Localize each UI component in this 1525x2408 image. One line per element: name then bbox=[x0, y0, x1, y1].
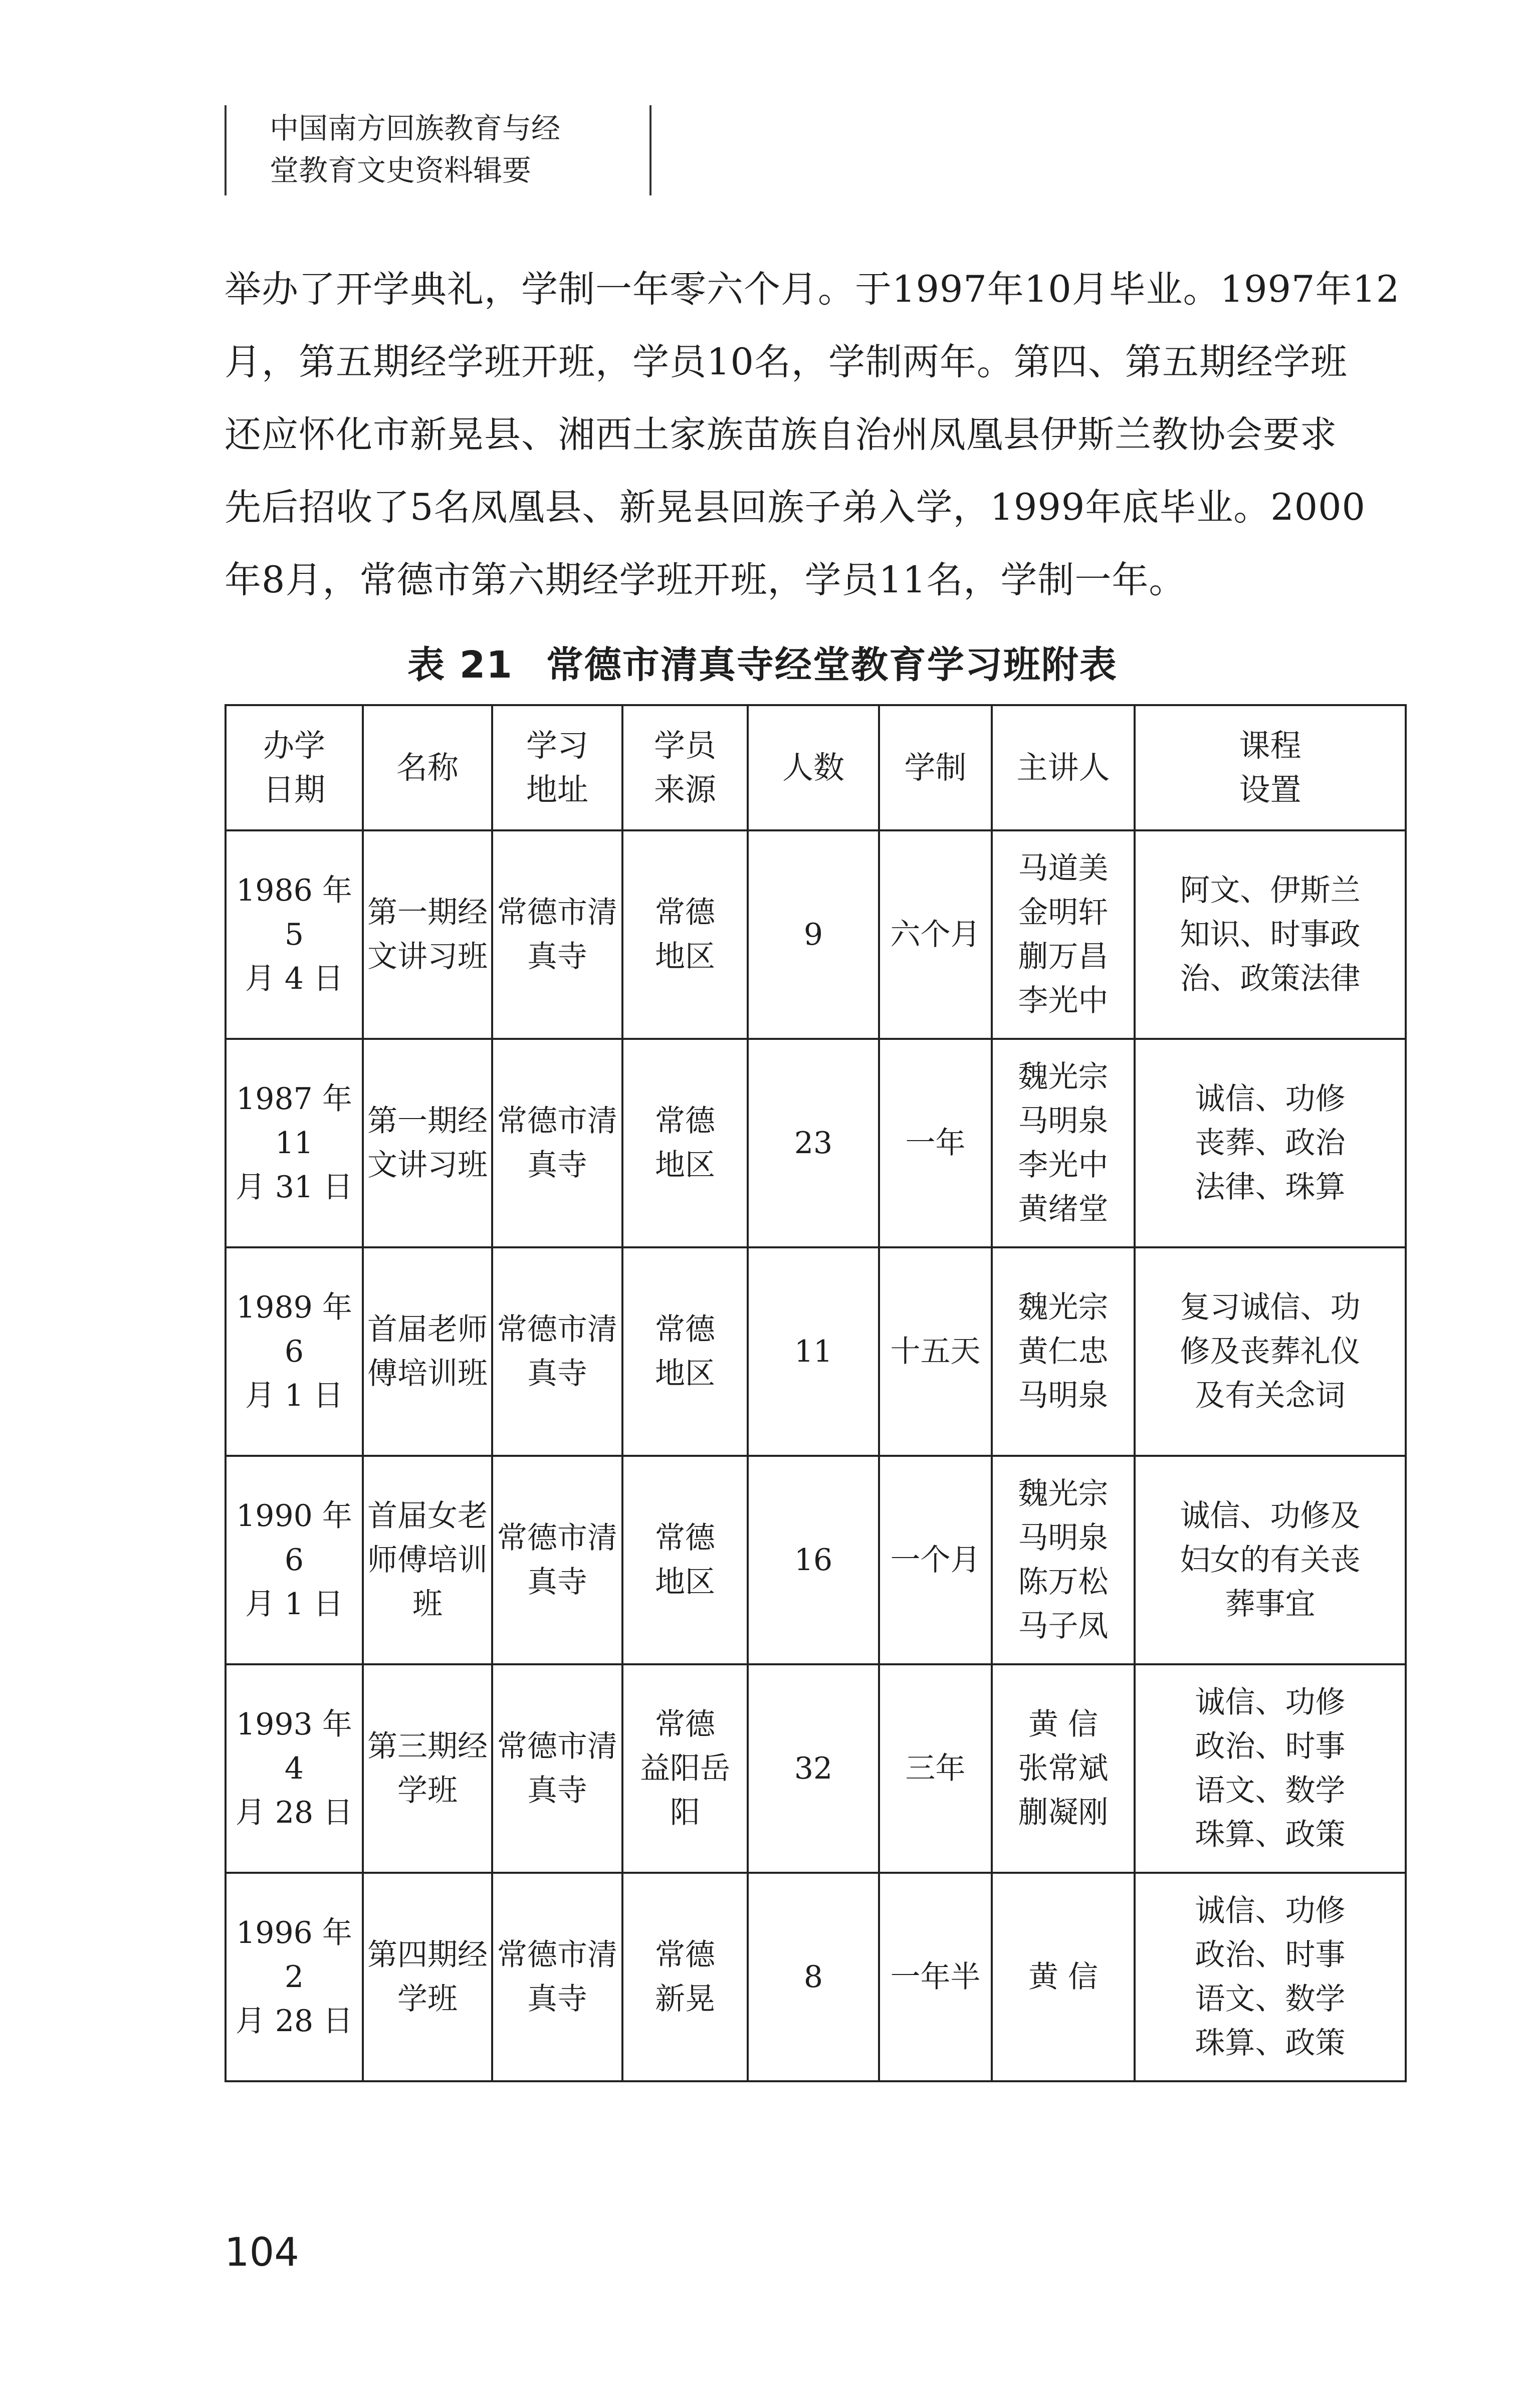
header-title-line-1: 中国南方回族教育与经 bbox=[270, 111, 561, 145]
cell-duration: 六个月 bbox=[879, 830, 992, 1039]
cell-date: 1989 年 6 月 1 日 bbox=[226, 1247, 363, 1456]
cell-lecturers: 马道美 金明轩 蒯万昌 李光中 bbox=[992, 830, 1135, 1039]
table-row bbox=[226, 1456, 1406, 1664]
cell-count: 23 bbox=[748, 1039, 879, 1247]
cell-count: 32 bbox=[748, 1664, 879, 1873]
cell-curriculum: 阿文、伊斯兰 知识、时事政 治、政策法律 bbox=[1135, 830, 1406, 1039]
column-header-curriculum: 课程 设置 bbox=[1135, 705, 1406, 830]
table-caption-number: 表 21 bbox=[407, 643, 513, 687]
cell-source: 常德 地区 bbox=[622, 1247, 748, 1456]
cell-duration: 一个月 bbox=[879, 1456, 992, 1664]
page-number: 104 bbox=[225, 2230, 299, 2275]
cell-count: 16 bbox=[748, 1456, 879, 1664]
table-row bbox=[226, 1873, 1406, 2081]
cell-date: 1987 年 11 月 31 日 bbox=[226, 1039, 363, 1247]
table-row bbox=[226, 830, 1406, 1039]
column-header-address: 学习 地址 bbox=[492, 705, 622, 830]
cell-lecturers: 黄 信 张常斌 蒯凝刚 bbox=[992, 1664, 1135, 1873]
cell-curriculum: 复习诚信、功 修及丧葬礼仪 及有关念词 bbox=[1135, 1247, 1406, 1456]
cell-lecturers: 黄 信 bbox=[992, 1873, 1135, 2081]
body-paragraph bbox=[225, 253, 1417, 616]
cell-date: 1986 年 5 月 4 日 bbox=[226, 830, 363, 1039]
cell-duration: 一年 bbox=[879, 1039, 992, 1247]
header-title-line-2: 堂教育文史资料辑要 bbox=[270, 153, 532, 187]
body-line: 先后招收了5名凤凰县、新晃县回族子弟入学，1999年底毕业。2000 bbox=[225, 486, 1366, 529]
table-header-row bbox=[226, 705, 1406, 830]
cell-name: 第四期经 学班 bbox=[363, 1873, 492, 2081]
body-line: 年8月，常德市第六期经学班开班，学员11名，学制一年。 bbox=[225, 559, 1186, 601]
table-caption-title: 常德市清真寺经堂教育学习班附表 bbox=[546, 643, 1118, 687]
column-header-date: 办学 日期 bbox=[226, 705, 363, 830]
cell-address: 常德市清 真寺 bbox=[492, 1039, 622, 1247]
cell-source: 常德 益阳岳 阳 bbox=[622, 1664, 748, 1873]
cell-duration: 一年半 bbox=[879, 1873, 992, 2081]
cell-date: 1993 年 4 月 28 日 bbox=[226, 1664, 363, 1873]
cell-address: 常德市清 真寺 bbox=[492, 1873, 622, 2081]
table-caption bbox=[0, 635, 1525, 689]
cell-curriculum: 诚信、功修 丧葬、政治 法律、珠算 bbox=[1135, 1039, 1406, 1247]
body-line: 举办了开学典礼，学制一年零六个月。于1997年10月毕业。1997年12 bbox=[225, 268, 1400, 311]
cell-curriculum: 诚信、功修 政治、时事 语文、数学 珠算、政策 bbox=[1135, 1873, 1406, 2081]
body-line: 月，第五期经学班开班，学员10名，学制两年。第四、第五期经学班 bbox=[225, 341, 1348, 383]
table-row bbox=[226, 1247, 1406, 1456]
cell-name: 首届老师 傅培训班 bbox=[363, 1247, 492, 1456]
cell-curriculum: 诚信、功修及 妇女的有关丧 葬事宜 bbox=[1135, 1456, 1406, 1664]
cell-source: 常德 新晃 bbox=[622, 1873, 748, 2081]
cell-name: 第三期经 学班 bbox=[363, 1664, 492, 1873]
cell-date: 1996 年 2 月 28 日 bbox=[226, 1873, 363, 2081]
cell-lecturers: 魏光宗 马明泉 陈万松 马子凤 bbox=[992, 1456, 1135, 1664]
table-row bbox=[226, 1039, 1406, 1247]
cell-address: 常德市清 真寺 bbox=[492, 1664, 622, 1873]
body-line: 还应怀化市新晃县、湘西土家族苗族自治州凤凰县伊斯兰教协会要求 bbox=[225, 413, 1337, 456]
cell-duration: 三年 bbox=[879, 1664, 992, 1873]
column-header-name: 名称 bbox=[363, 705, 492, 830]
cell-source: 常德 地区 bbox=[622, 830, 748, 1039]
cell-lecturers: 魏光宗 马明泉 李光中 黄绪堂 bbox=[992, 1039, 1135, 1247]
cell-address: 常德市清 真寺 bbox=[492, 830, 622, 1039]
column-header-lecturers: 主讲人 bbox=[992, 705, 1135, 830]
cell-name: 第一期经 文讲习班 bbox=[363, 1039, 492, 1247]
running-header bbox=[225, 105, 651, 195]
cell-date: 1990 年 6 月 1 日 bbox=[226, 1456, 363, 1664]
table-row bbox=[226, 1664, 1406, 1873]
cell-name: 第一期经 文讲习班 bbox=[363, 830, 492, 1039]
column-header-count: 人数 bbox=[748, 705, 879, 830]
cell-duration: 十五天 bbox=[879, 1247, 992, 1456]
cell-count: 9 bbox=[748, 830, 879, 1039]
cell-source: 常德 地区 bbox=[622, 1456, 748, 1664]
cell-lecturers: 魏光宗 黄仁忠 马明泉 bbox=[992, 1247, 1135, 1456]
column-header-duration: 学制 bbox=[879, 705, 992, 830]
column-header-source: 学员 来源 bbox=[622, 705, 748, 830]
cell-source: 常德 地区 bbox=[622, 1039, 748, 1247]
cell-name: 首届女老 师傅培训 班 bbox=[363, 1456, 492, 1664]
cell-curriculum: 诚信、功修 政治、时事 语文、数学 珠算、政策 bbox=[1135, 1664, 1406, 1873]
cell-address: 常德市清 真寺 bbox=[492, 1247, 622, 1456]
cell-count: 8 bbox=[748, 1873, 879, 2081]
cell-count: 11 bbox=[748, 1247, 879, 1456]
cell-address: 常德市清 真寺 bbox=[492, 1456, 622, 1664]
training-class-table bbox=[225, 704, 1407, 2082]
